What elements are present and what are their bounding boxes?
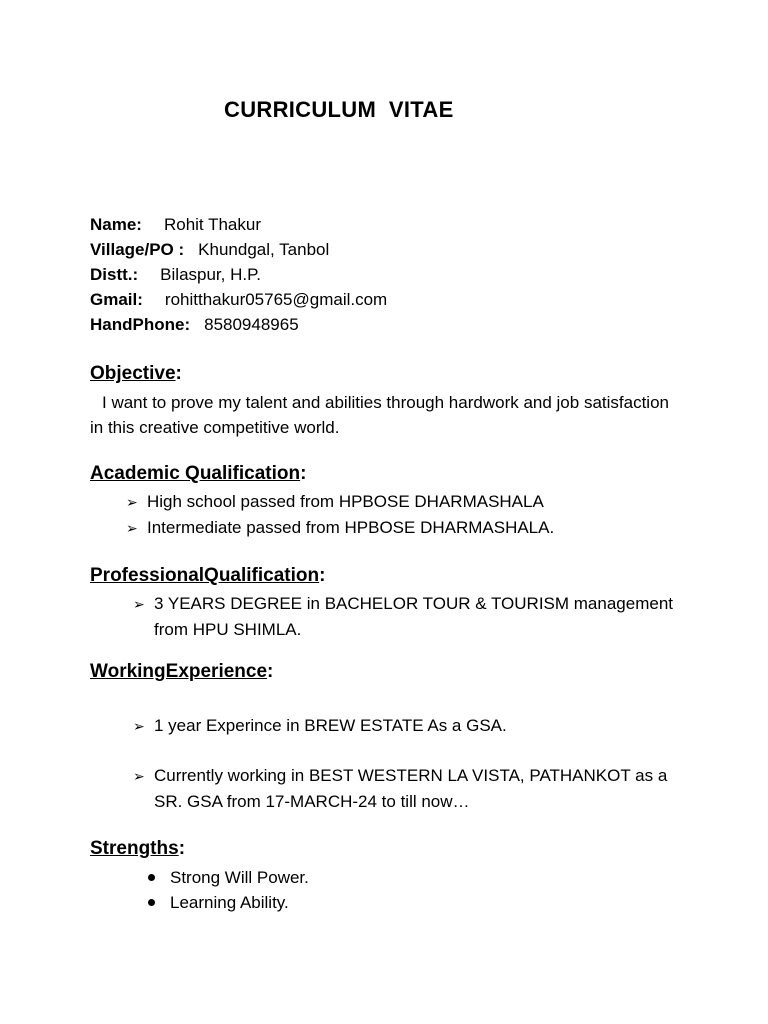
list-item [133,763,688,815]
professional-heading-text: ProfessionalQualification [90,565,320,586]
arrow-bullet-icon: ➢ [133,596,145,612]
experience-heading [90,661,273,683]
arrow-bullet-icon: ➢ [126,520,138,536]
distt-row [90,262,387,287]
list-item [126,515,686,541]
strengths-heading-colon: : [178,838,186,859]
gmail-label: Gmail: [90,290,143,309]
gmail-value: rohitthakur05765@gmail.com [164,290,388,309]
objective-heading [90,363,182,385]
gmail-row [90,287,387,312]
professional-item-1: 3 YEARS DEGREE in BACHELOR TOUR & TOURISM management from HPU SHIMLA. [154,594,673,639]
objective-text-content: I want to prove my talent and abilities through hardwork and job satisfaction in this creative competitive world. [90,393,669,437]
academic-heading [90,463,306,485]
objective-heading-colon: : [175,363,182,384]
distt-value: Bilaspur, H.P. [160,265,261,284]
strength-item-2: Learning Ability. [170,893,289,912]
strengths-heading-text: Strengths [90,838,179,859]
list-item [133,713,678,739]
village-label: Village/PO : [90,240,185,259]
experience-item-2: Currently working in BEST WESTERN LA VISTA, PATHANKOT as a SR. GSA from 17-MARCH-24 to till now… [154,766,668,811]
village-row [90,237,387,262]
strengths-heading [90,838,185,860]
distt-label: Distt.: [90,265,139,284]
arrow-bullet-icon: ➢ [133,768,145,784]
bullet-icon [148,899,155,906]
experience-heading-text: WorkingExperience [90,661,268,682]
personal-info [90,212,387,337]
village-value: Khundgal, Tanbol [198,240,330,259]
phone-label: HandPhone: [90,315,191,334]
phone-value: 8580948965 [204,315,299,334]
academic-item-2: Intermediate passed from HPBOSE DHARMASHALA. [147,518,555,537]
list-item [133,591,678,643]
page-title: CURRICULUM VITAE [224,97,454,122]
name-label: Name: [90,215,142,234]
phone-row [90,312,387,337]
academic-heading-colon: : [300,463,307,484]
arrow-bullet-icon: ➢ [126,494,138,510]
objective-text [90,390,670,440]
professional-heading [90,565,325,587]
objective-heading-text: Objective [90,363,176,384]
name-value: Rohit Thakur [163,215,261,234]
name-row [90,212,387,237]
bullet-icon [148,874,155,881]
arrow-bullet-icon: ➢ [133,718,145,734]
professional-heading-colon: : [319,565,326,586]
academic-item-1: High school passed from HPBOSE DHARMASHALA [147,492,544,511]
experience-heading-colon: : [267,661,274,682]
list-item [126,489,686,515]
experience-item-1: 1 year Experince in BREW ESTATE As a GSA. [154,716,507,735]
academic-heading-text: Academic Qualification [90,463,301,484]
strength-item-1: Strong Will Power. [170,868,309,887]
